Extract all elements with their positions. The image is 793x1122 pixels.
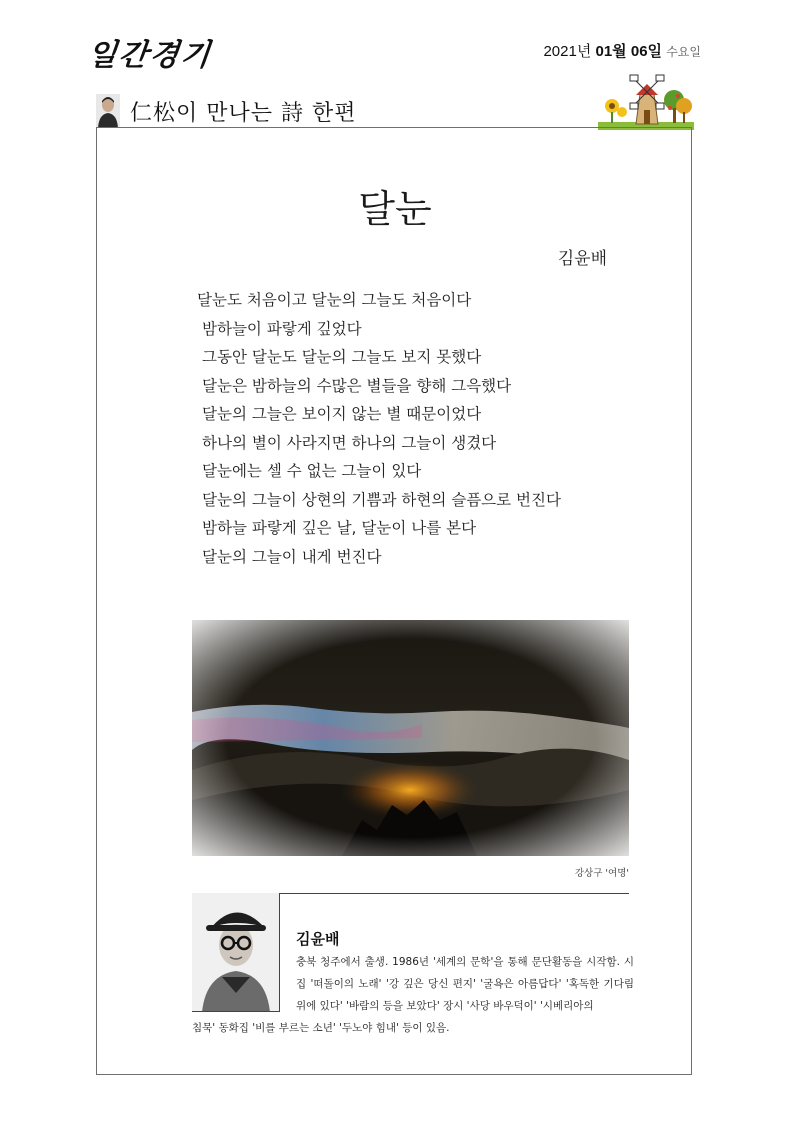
poem-line: 달눈의 그늘은 보이지 않는 별 때문이었다 xyxy=(202,405,482,423)
author-portrait xyxy=(192,893,280,1012)
bio-name: 김윤배 xyxy=(296,930,340,948)
poem-line: 달눈의 그늘이 상현의 기쁨과 하현의 슬픔으로 번진다 xyxy=(202,490,561,509)
issue-date xyxy=(543,40,701,61)
night-landscape-photo xyxy=(192,620,629,856)
bio-text-continued: 침묵' 동화집 '비를 부르는 소년' '두노야 힘내' 등이 있음. xyxy=(192,1022,450,1034)
poem-line: 달눈에는 셀 수 없는 그늘이 있다 xyxy=(202,462,422,480)
article-frame xyxy=(96,127,692,1075)
bio-text: 충북 청주에서 출생. 1986년 '세계의 문학'을 통해 문단활동을 시작함. 시집 '떠돌이의 노래' '강 깊은 당신 편지' '굴욕은 아름답다' '혹독한 기다림 위에 있다' '바람의 등을 보았다' 장시 '사당 바우덕이' '시베리아의 xyxy=(296,956,634,1012)
poem-line: 하나의 별이 사라지면 하나의 그늘이 생겼다 xyxy=(202,433,497,452)
date-weekday: 수요일 xyxy=(666,45,701,59)
section-title: 仁松이 만나는 詩 한편 xyxy=(130,101,357,126)
poem-body xyxy=(197,286,561,571)
poem-line: 달눈은 밤하늘의 수많은 별들을 향해 그윽했다 xyxy=(202,376,512,395)
section-header xyxy=(96,92,696,128)
columnist-avatar xyxy=(96,94,120,128)
poem-line: 달눈도 처음이고 달눈의 그늘도 처음이다 xyxy=(197,291,472,309)
poem-line: 밤하늘 파랗게 깊은 날, 달눈이 나를 본다 xyxy=(202,519,477,537)
poem-author: 김윤배 xyxy=(557,249,607,269)
poem-line: 달눈의 그늘이 내게 번진다 xyxy=(202,547,382,566)
poem-title: 달눈 xyxy=(358,187,432,231)
windmill-illustration xyxy=(598,70,694,130)
date-day: 06일 xyxy=(630,43,663,60)
poem-line: 그동안 달눈도 달눈의 그늘도 보지 못했다 xyxy=(202,348,482,366)
masthead-logo: 일간경기 xyxy=(85,38,214,73)
poem-line: 밤하늘이 파랗게 깊었다 xyxy=(202,319,362,338)
photo-caption: 강상구 '여명' xyxy=(574,868,629,879)
date-month: 01월 xyxy=(595,43,627,60)
date-year: 2021년 xyxy=(543,43,592,60)
